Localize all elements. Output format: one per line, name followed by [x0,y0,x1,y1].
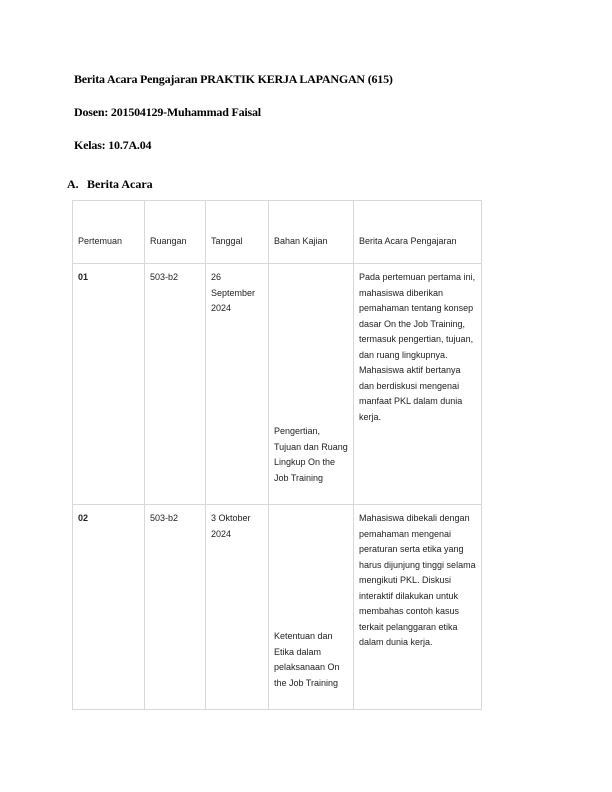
class-line: Kelas: 10.7A.04 [74,138,152,152]
cell-berita-acara: Mahasiswa dibekali dengan pemahaman mengenai peraturan serta etika yang harus dijunjung tinggi selama mengikuti PKL. Diskusi interaktif dilakukan untuk membahas contoh kasus terkait pelanggaran etika dalam dunia kerja. [354,505,482,710]
cell-ruangan: 503-b2 [145,505,206,710]
cell-ruangan: 503-b2 [145,264,206,505]
column-header-bahan-kajian: Bahan Kajian [269,201,354,264]
table-row [73,505,482,710]
section-heading [67,177,153,192]
cell-pertemuan: 01 [73,264,145,505]
cell-bahan-kajian: Pengertian, Tujuan dan Ruang Lingkup On the Job Training [269,264,354,505]
table-header-row [73,201,482,264]
cell-tanggal: 26 September 2024 [206,264,269,505]
section-title: Berita Acara [87,177,153,191]
column-header-berita-acara: Berita Acara Pengajaran [354,201,482,264]
document-title: Berita Acara Pengajaran PRAKTIK KERJA LAPANGAN (615) [74,72,393,86]
column-header-tanggal: Tanggal [206,201,269,264]
section-number: A. [67,177,79,191]
cell-tanggal: 3 Oktober 2024 [206,505,269,710]
cell-bahan-kajian: Ketentuan dan Etika dalam pelaksanaan On the Job Training [269,505,354,710]
table-row [73,264,482,505]
berita-acara-table [72,200,482,710]
lecturer-line: Dosen: 201504129-Muhammad Faisal [74,105,261,119]
cell-berita-acara: Pada pertemuan pertama ini, mahasiswa diberikan pemahaman tentang konsep dasar On the Job Training, termasuk pengertian, tujuan, dan ruang lingkupnya. Mahasiswa aktif bertanya dan berdiskusi mengenai manfaat PKL dalam dunia kerja. [354,264,482,505]
column-header-ruangan: Ruangan [145,201,206,264]
column-header-pertemuan: Pertemuan [73,201,145,264]
cell-pertemuan: 02 [73,505,145,710]
